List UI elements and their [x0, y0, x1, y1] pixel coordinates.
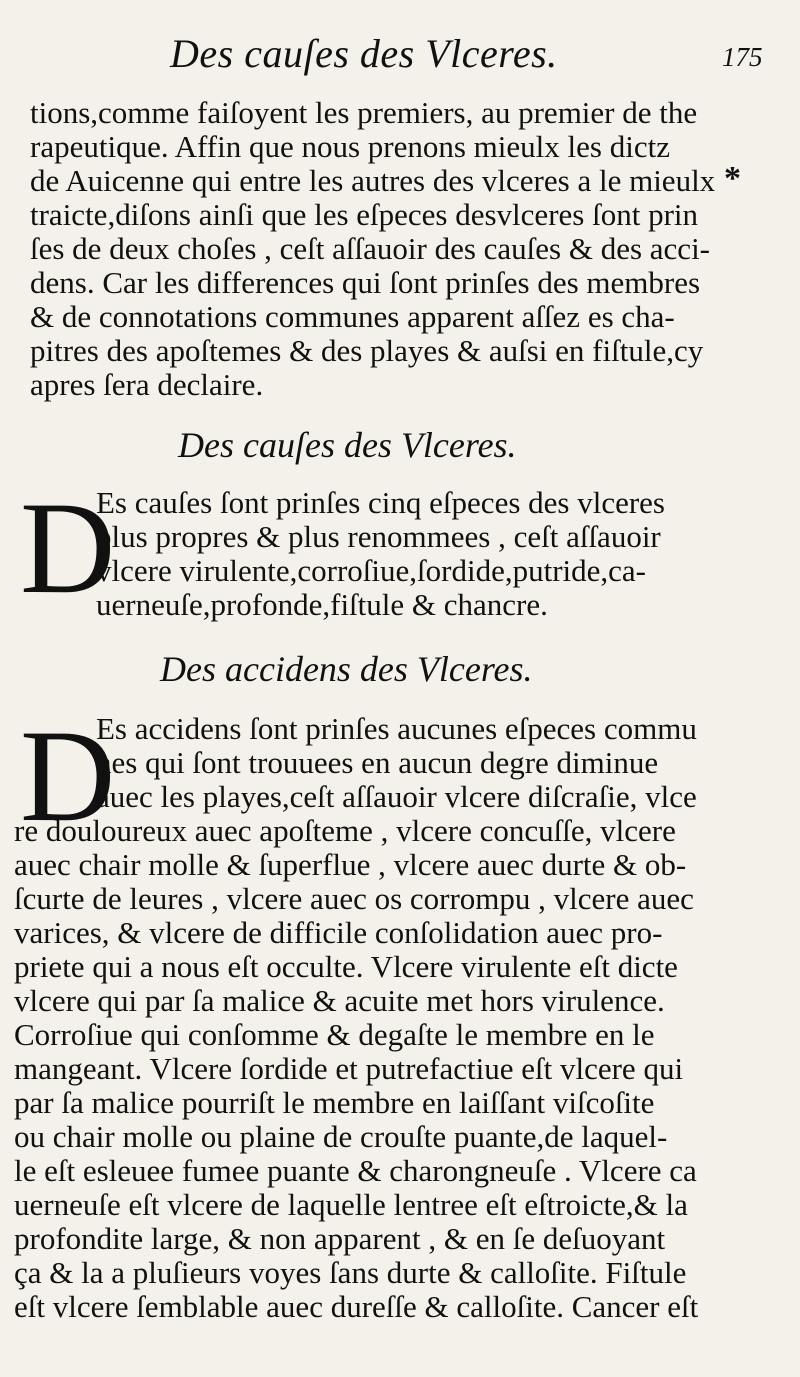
text-line: auec chair molle & ſuperflue , vlcere auec durte & ob-: [14, 847, 687, 882]
text-line: vlcere qui par ſa malice & acuite met hors virulence.: [14, 983, 665, 1018]
text-line: ſcurte de leures , vlcere auec os corrompu , vlcere auec: [14, 881, 694, 916]
text-line: re douloureux auec apoſteme , vlcere concuſſe, vlcere: [14, 813, 676, 848]
section-heading: Des cauſes des Vlceres.: [178, 425, 517, 465]
text-line: profondite large, & non apparent , & en ſe deſuoyant: [14, 1221, 666, 1256]
text-line: le eſt esleuee fumee puante & charongneuſe . Vlcere ca: [14, 1153, 697, 1188]
text-line: ſes de deux choſes , ceſt aſſauoir des cauſes & des acci-: [30, 231, 711, 266]
text-line: nes qui ſont trouuees en aucun degre diminue: [96, 745, 659, 780]
text-line: uerneuſe,profonde,fiſtule & chancre.: [96, 587, 548, 622]
text-line: traicte,diſons ainſi que les eſpeces desvlceres ſont prin: [30, 197, 698, 232]
text-line: ça & la a pluſieurs voyes ſans durte & calloſite. Fiſtule: [14, 1255, 687, 1290]
text-line: ou chair molle ou plaine de crouſte puante,de laquel-: [14, 1119, 668, 1154]
text-line: Es accidens ſont prinſes aucunes eſpeces commu: [96, 711, 697, 746]
text-line: de Auicenne qui entre les autres des vlceres a le mieulx: [30, 163, 716, 198]
text-line: mangeant. Vlcere ſordide et putrefactiue eſt vlcere qui: [14, 1051, 684, 1086]
text-line: varices, & vlcere de difficile conſolidation auec pro-: [14, 915, 663, 950]
section-heading: Des accidens des Vlceres.: [160, 649, 533, 689]
text-line: vlcere virulente,corroſiue,ſordide,putride,ca-: [96, 553, 646, 588]
drop-cap: D: [20, 702, 116, 849]
margin-asterisk: *: [724, 160, 741, 197]
text-line: uerneuſe eſt vlcere de laquelle lentree eſt eſtroicte,& la: [14, 1187, 688, 1222]
text-line: & de connotations communes apparent aſſez es cha-: [30, 299, 675, 334]
text-line: tions,comme faiſoyent les premiers, au premier de the: [30, 95, 698, 130]
text-line: Es cauſes ſont prinſes cinq eſpeces des vlceres: [96, 485, 665, 520]
text-line: rapeutique. Affin que nous prenons mieulx les dictz: [30, 129, 670, 164]
text-line: Corroſiue qui conſomme & degaſte le membre en le: [14, 1017, 655, 1052]
running-title: Des cauſes des Vlceres.: [170, 31, 558, 76]
drop-cap: D: [20, 474, 116, 621]
text-line: auec les playes,ceſt aſſauoir vlcere diſcraſie, vlce: [96, 779, 697, 814]
text-line: eſt vlcere ſemblable auec dureſſe & calloſite. Cancer eſt: [14, 1289, 699, 1324]
page-number: 175: [722, 42, 763, 72]
text-line: apres ſera declaire.: [30, 367, 264, 402]
page-header: [0, 26, 800, 76]
text-line: plus propres & plus renommees , ceſt aſſauoir: [96, 519, 661, 554]
text-line: pitres des apoſtemes & des playes & auſsi en fiſtule,cy: [30, 333, 704, 368]
text-line: priete qui a nous eſt occulte. Vlcere virulente eſt dicte: [14, 949, 678, 984]
text-line: par ſa malice pourriſt le membre en laiſſant viſcoſite: [14, 1085, 655, 1120]
text-line: dens. Car les differences qui ſont prinſes des membres: [30, 265, 701, 300]
